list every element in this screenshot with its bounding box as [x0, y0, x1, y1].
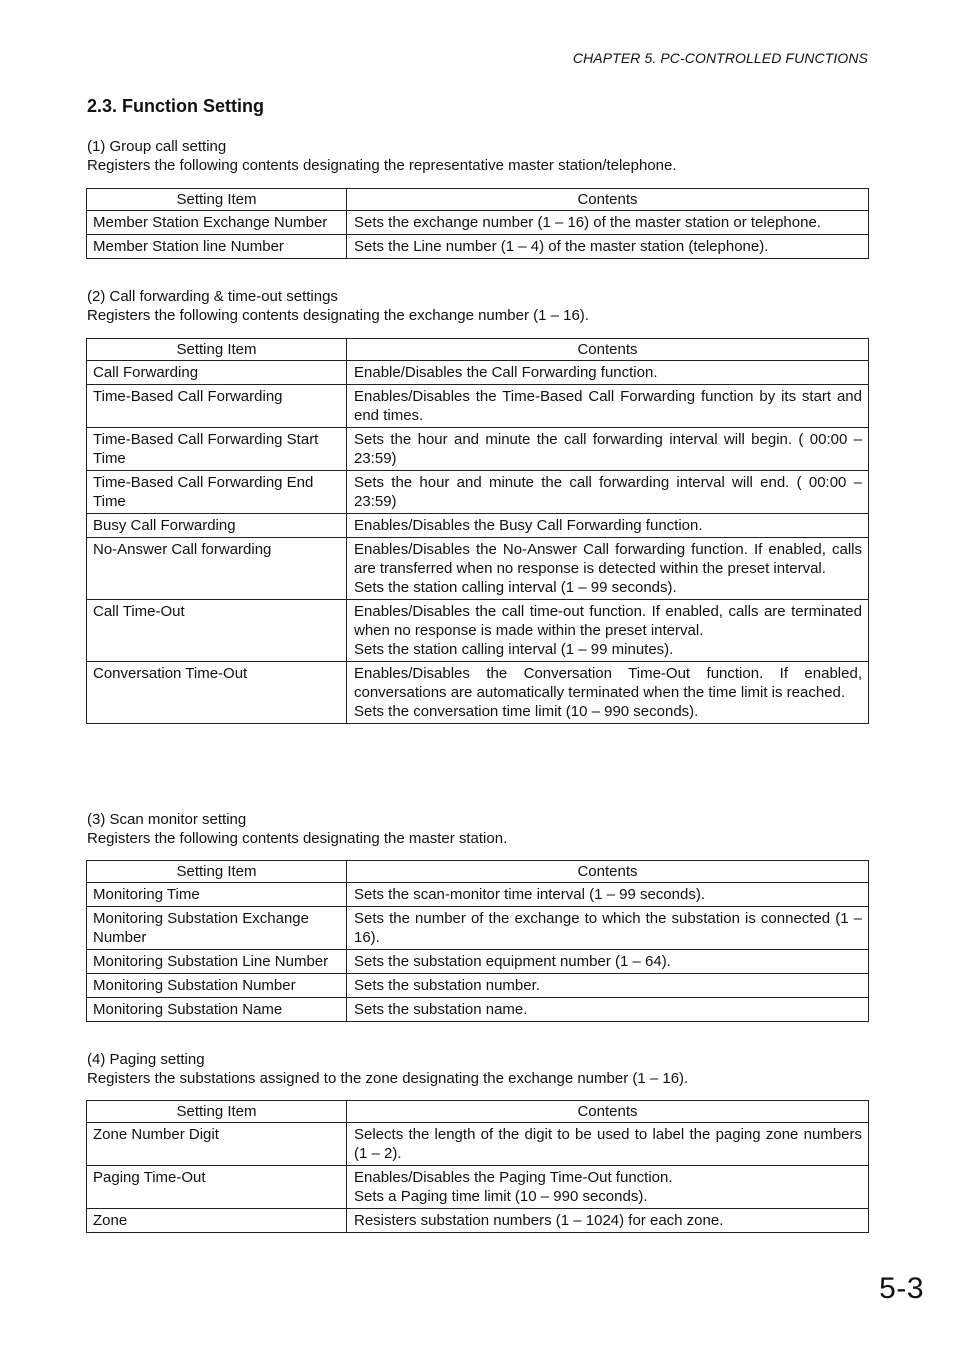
contents-cell [347, 428, 869, 471]
call-forwarding-heading: (2) Call forwarding & time-out settings [87, 288, 338, 305]
contents-cell [347, 998, 869, 1022]
contents-line: Resisters substation numbers (1 – 1024) for each zone. [354, 1212, 724, 1229]
column-header-setting-item: Setting Item [87, 339, 347, 361]
contents-line: Sets the scan-monitor time interval (1 – 99 seconds). [354, 886, 705, 903]
table-row [87, 428, 869, 471]
column-header-setting-item: Setting Item [87, 1101, 347, 1123]
table-header-row [87, 339, 869, 361]
setting-item-cell: Member Station line Number [87, 235, 347, 259]
paging-table [86, 1100, 869, 1233]
paging-intro [87, 1050, 867, 1088]
group-call-table [86, 188, 869, 259]
setting-item-cell: Call Forwarding [87, 361, 347, 385]
contents-line: Sets the station calling interval (1 – 99 minutes). [354, 641, 674, 658]
contents-line: Enables/Disables the Paging Time-Out function. [354, 1169, 673, 1186]
setting-item-cell: Time-Based Call Forwarding [87, 385, 347, 428]
group-call-heading: (1) Group call setting [87, 138, 227, 155]
table-row [87, 662, 869, 724]
contents-cell [347, 600, 869, 662]
contents-line: Enables/Disables the Busy Call Forwarding function. [354, 517, 703, 534]
contents-cell [347, 471, 869, 514]
contents-line: Sets the hour and minute the call forwarding interval will end. ( 00:00 – 23:59) [354, 474, 862, 510]
setting-item-cell: Monitoring Substation Exchange Number [87, 907, 347, 950]
table-row [87, 471, 869, 514]
contents-cell [347, 361, 869, 385]
contents-line: Sets the substation equipment number (1 – 64). [354, 953, 671, 970]
setting-item-cell: Monitoring Substation Number [87, 974, 347, 998]
contents-cell [347, 1123, 869, 1166]
call-forwarding-description: Registers the following contents designating the exchange number (1 – 16). [87, 307, 589, 324]
setting-item-cell: Monitoring Time [87, 883, 347, 907]
call-forwarding-intro [87, 287, 867, 325]
table-row [87, 514, 869, 538]
setting-item-cell: Time-Based Call Forwarding Start Time [87, 428, 347, 471]
running-head: CHAPTER 5. PC-CONTROLLED FUNCTIONS [572, 50, 868, 66]
setting-item-cell: Time-Based Call Forwarding End Time [87, 471, 347, 514]
contents-line: Sets the substation number. [354, 977, 540, 994]
table-row [87, 538, 869, 600]
contents-cell [347, 538, 869, 600]
table-header-row [87, 1101, 869, 1123]
contents-cell [347, 235, 869, 259]
setting-item-cell: Zone Number Digit [87, 1123, 347, 1166]
table-row [87, 1166, 869, 1209]
contents-cell [347, 385, 869, 428]
scan-monitor-intro [87, 810, 867, 848]
setting-item-cell: Call Time-Out [87, 600, 347, 662]
contents-cell [347, 883, 869, 907]
scan-monitor-description: Registers the following contents designating the master station. [87, 830, 508, 847]
setting-item-cell: Monitoring Substation Line Number [87, 950, 347, 974]
setting-item-cell: Member Station Exchange Number [87, 211, 347, 235]
contents-line: Enables/Disables the No-Answer Call forwarding function. If enabled, calls are transferred when no response is detected within the preset interval. [354, 541, 862, 577]
contents-line: Sets the conversation time limit (10 – 990 seconds). [354, 703, 699, 720]
contents-line: Sets the exchange number (1 – 16) of the master station or telephone. [354, 214, 821, 231]
contents-line: Sets the hour and minute the call forwarding interval will begin. ( 00:00 – 23:59) [354, 431, 862, 467]
call-forwarding-table [86, 338, 869, 724]
table-row [87, 235, 869, 259]
group-call-description: Registers the following contents designating the representative master station/telephone. [87, 157, 677, 174]
table-row [87, 1123, 869, 1166]
column-header-contents: Contents [347, 339, 869, 361]
column-header-setting-item: Setting Item [87, 861, 347, 883]
setting-item-cell: Paging Time-Out [87, 1166, 347, 1209]
table-row [87, 998, 869, 1022]
table-row [87, 361, 869, 385]
table-row [87, 600, 869, 662]
contents-line: Sets the Line number (1 – 4) of the master station (telephone). [354, 238, 769, 255]
setting-item-cell: Conversation Time-Out [87, 662, 347, 724]
contents-line: Sets the number of the exchange to which the substation is connected (1 – 16). [354, 910, 862, 946]
contents-line: Sets the substation name. [354, 1001, 528, 1018]
contents-cell [347, 662, 869, 724]
column-header-contents: Contents [347, 861, 869, 883]
contents-cell [347, 514, 869, 538]
scan-monitor-table [86, 860, 869, 1022]
group-call-intro [87, 137, 867, 175]
contents-line: Sets the station calling interval (1 – 99 seconds). [354, 579, 677, 596]
table-row [87, 385, 869, 428]
paging-heading: (4) Paging setting [87, 1051, 205, 1068]
table-row [87, 950, 869, 974]
table-row [87, 883, 869, 907]
contents-cell [347, 211, 869, 235]
contents-cell [347, 974, 869, 998]
column-header-contents: Contents [347, 1101, 869, 1123]
contents-line: Sets a Paging time limit (10 – 990 seconds). [354, 1188, 648, 1205]
contents-line: Enables/Disables the Time-Based Call Forwarding function by its start and end times. [354, 388, 862, 424]
contents-line: Enables/Disables the call time-out function. If enabled, calls are terminated when no response is made within the preset interval. [354, 603, 862, 639]
setting-item-cell: Zone [87, 1209, 347, 1233]
table-row [87, 1209, 869, 1233]
table-header-row [87, 861, 869, 883]
column-header-contents: Contents [347, 189, 869, 211]
contents-cell [347, 1209, 869, 1233]
table-header-row [87, 189, 869, 211]
table-row [87, 974, 869, 998]
section-title: 2.3. Function Setting [87, 96, 265, 116]
paging-description: Registers the substations assigned to the zone designating the exchange number (1 – 16). [87, 1070, 689, 1087]
column-header-setting-item: Setting Item [87, 189, 347, 211]
contents-cell [347, 907, 869, 950]
contents-cell [347, 950, 869, 974]
contents-line: Enables/Disables the Conversation Time-Out function. If enabled, conversations are automatically terminated when the time limit is reached. [354, 665, 862, 701]
page-number: 5-3 [879, 1272, 924, 1305]
setting-item-cell: Monitoring Substation Name [87, 998, 347, 1022]
contents-line: Enable/Disables the Call Forwarding function. [354, 364, 658, 381]
table-row [87, 907, 869, 950]
setting-item-cell: Busy Call Forwarding [87, 514, 347, 538]
contents-line: Selects the length of the digit to be used to label the paging zone numbers (1 – 2). [354, 1126, 862, 1162]
scan-monitor-heading: (3) Scan monitor setting [87, 811, 247, 828]
setting-item-cell: No-Answer Call forwarding [87, 538, 347, 600]
table-row [87, 211, 869, 235]
contents-cell [347, 1166, 869, 1209]
